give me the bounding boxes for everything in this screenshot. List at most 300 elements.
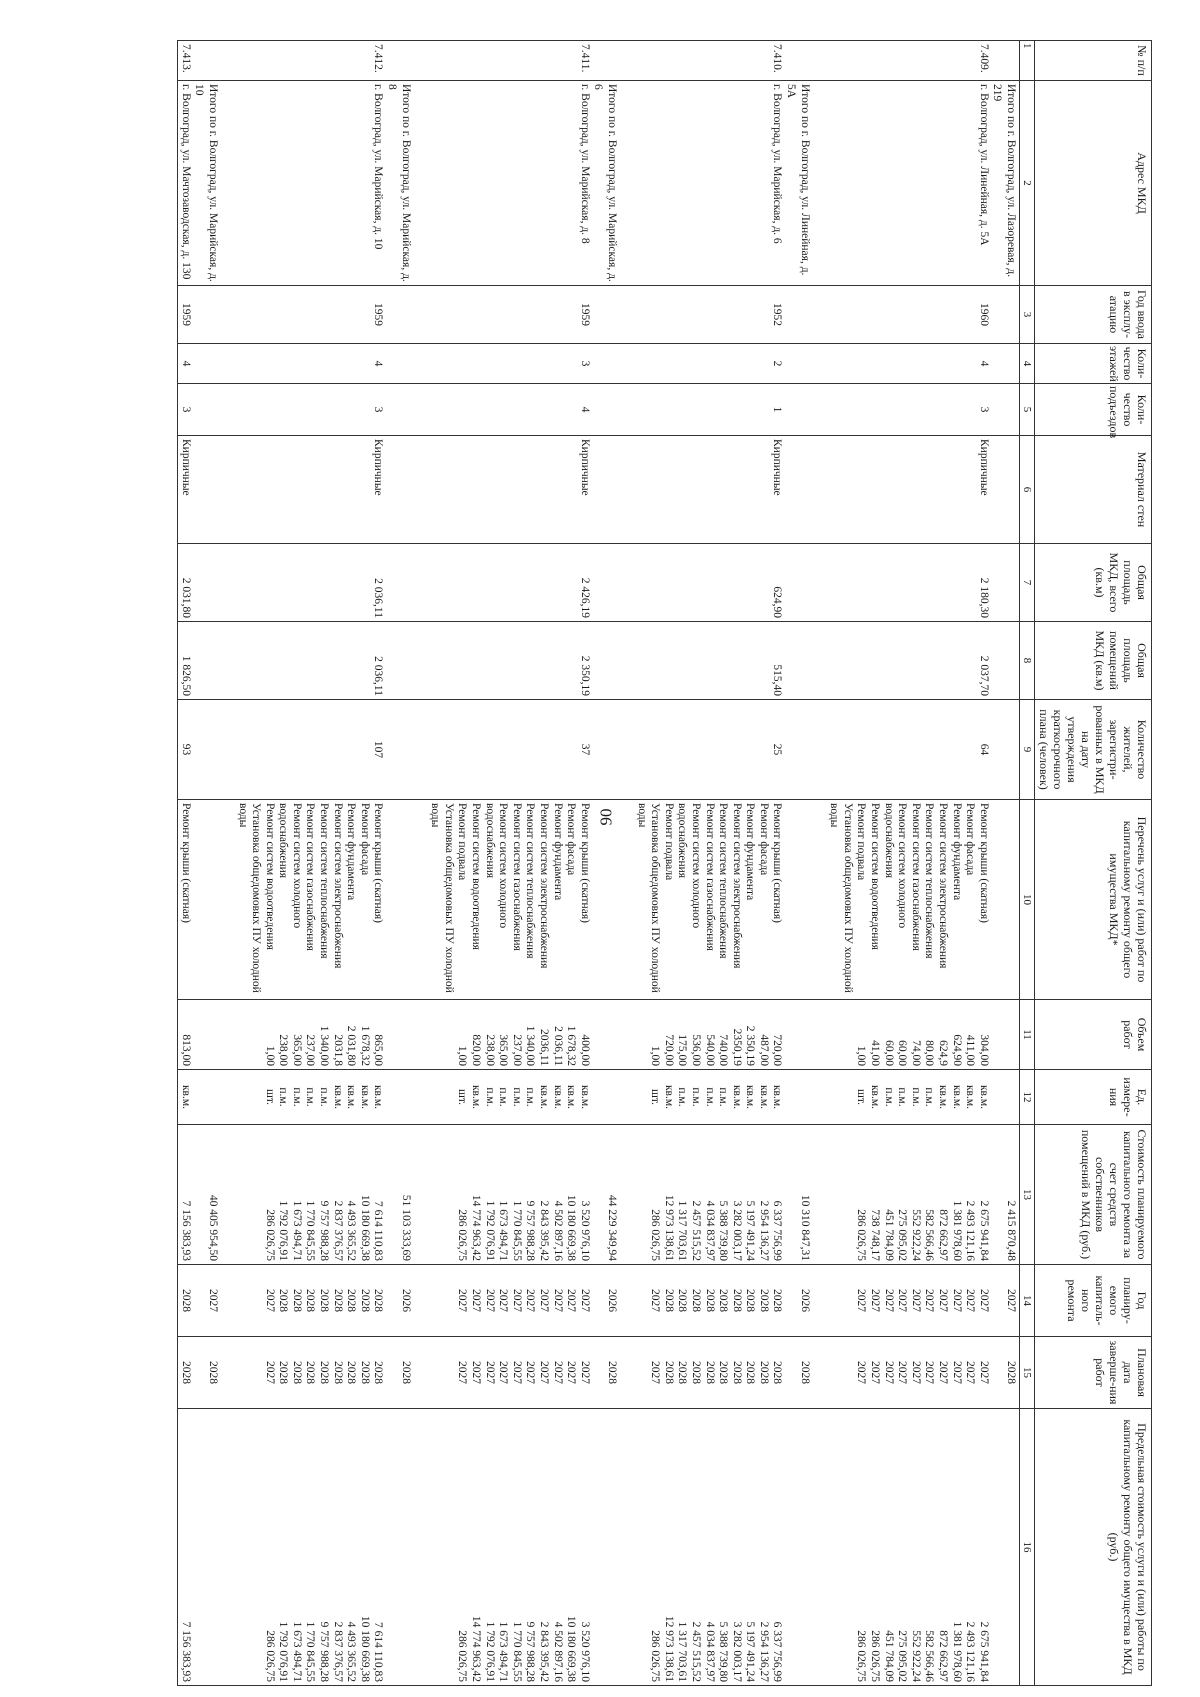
total-row xyxy=(192,41,235,1686)
work-item: Ремонт крыши (скатная) xyxy=(578,803,591,923)
empty-cell xyxy=(384,800,427,1000)
work-item: Ремонт фасада xyxy=(565,803,578,876)
empty-cell xyxy=(990,286,1020,344)
work-item: Ремонт фундамента xyxy=(551,803,564,901)
units-list xyxy=(634,1070,784,1125)
empty-cell xyxy=(990,344,1020,384)
years-list xyxy=(827,1265,990,1337)
unit-value: п.м. xyxy=(896,1087,909,1107)
cost-value: 872 662,97 xyxy=(937,1209,950,1261)
unit-value: кв.м. xyxy=(977,1084,990,1110)
unit-value: п.м. xyxy=(304,1087,317,1107)
cost-value: 7 156 383,93 xyxy=(179,1200,192,1261)
work-item: Ремонт систем теплоснабжения xyxy=(524,803,537,959)
unit-value: кв.м. xyxy=(937,1084,950,1110)
limit-value: 4 502 897,16 xyxy=(551,1621,564,1682)
empty-cell xyxy=(990,436,1020,544)
works-list xyxy=(827,800,990,1000)
work-item: Ремонт систем теплоснабжения xyxy=(318,803,331,959)
total-cost: 51 103 333,69 xyxy=(384,1125,427,1265)
rooms-area: 2 350,19 xyxy=(428,622,591,700)
date-value: 2028 xyxy=(662,1361,675,1384)
volume-value: 1,00 xyxy=(456,1045,469,1066)
commission-year: 1960 xyxy=(827,286,990,344)
header-cell: Год ввода в эксплу-атацию xyxy=(1035,286,1152,344)
rooms-area: 515,40 xyxy=(634,622,784,700)
work-item: Ремонт подвала xyxy=(855,803,868,881)
unit-value: кв.м. xyxy=(372,1084,385,1110)
total-area: 2 036,11 xyxy=(235,544,385,622)
header-cell: Количество жителей, зарегистри-рованных в МКД на дату утверждения краткосрочного плана (человек) xyxy=(1035,700,1152,800)
work-item: Ремонт систем газоснабжения xyxy=(304,803,317,951)
empty-cell xyxy=(192,622,235,700)
cost-value: 9 757 988,28 xyxy=(524,1200,537,1261)
entrances-count: 3 xyxy=(178,384,192,436)
year-value: 2027 xyxy=(510,1289,523,1312)
limit-value: 2 493 121,16 xyxy=(964,1621,977,1682)
years-list xyxy=(428,1265,591,1337)
limit-value: 7 156 383,93 xyxy=(179,1621,192,1682)
limit-value: 2 837 376,57 xyxy=(331,1621,344,1682)
costs-list xyxy=(827,1125,990,1265)
limit-value: 275 095,02 xyxy=(896,1630,909,1682)
limit-value: 9 757 988,28 xyxy=(318,1621,331,1682)
page-number: 90 xyxy=(596,808,616,826)
cost-value: 9 757 988,28 xyxy=(318,1200,331,1261)
year-value: 2027 xyxy=(937,1289,950,1312)
date-value: 2027 xyxy=(882,1361,895,1384)
capital-repair-table xyxy=(177,40,1152,1686)
empty-cell xyxy=(591,622,634,700)
cost-value: 10 180 669,38 xyxy=(565,1194,578,1261)
volume-value: 820,00 xyxy=(470,1034,483,1066)
unit-value: кв.м. xyxy=(662,1084,675,1110)
date-value: 2028 xyxy=(331,1361,344,1384)
volume-value: 238,00 xyxy=(277,1034,290,1066)
work-item: Установка общедомовых ПУ холодной воды xyxy=(236,803,263,993)
column-number: 14 xyxy=(1020,1265,1035,1337)
cost-value: 286 026,75 xyxy=(456,1209,469,1261)
volume-value: 2 031,80 xyxy=(345,1025,358,1066)
total-area: 624,90 xyxy=(634,544,784,622)
header-cell: Год планиру-емого капиталь-ного ремонта xyxy=(1035,1265,1152,1337)
empty-cell xyxy=(192,384,235,436)
empty-cell xyxy=(192,1000,235,1070)
commission-year: 1952 xyxy=(634,286,784,344)
costs-list xyxy=(235,1125,385,1265)
total-year: 2027 xyxy=(192,1265,235,1337)
year-value: 2027 xyxy=(483,1289,496,1312)
limit-value: 2 457 515,52 xyxy=(689,1621,702,1682)
date-value: 2028 xyxy=(290,1361,303,1384)
unit-value: кв.м. xyxy=(470,1084,483,1110)
work-item: Установка общедомовых ПУ холодной воды xyxy=(635,803,662,993)
empty-cell xyxy=(192,1409,235,1686)
building-address: г. Волгоград, ул. Марийская, д. 10 xyxy=(235,81,385,286)
residents-count: 64 xyxy=(827,700,990,800)
limit-value: 582 566,46 xyxy=(923,1630,936,1682)
header-cell: Ед. измере-ния xyxy=(1035,1070,1152,1125)
total-cost: 44 229 349,94 xyxy=(591,1125,634,1265)
row-number: 7.413. xyxy=(178,41,192,81)
year-value: 2028 xyxy=(703,1289,716,1312)
cost-value: 3 520 976,10 xyxy=(578,1200,591,1261)
cost-value: 4 034 837,97 xyxy=(703,1200,716,1261)
wall-material: Кирпичные xyxy=(428,436,591,544)
unit-value: п.м. xyxy=(483,1087,496,1107)
unit-value: п.м. xyxy=(524,1087,537,1107)
date-value: 2027 xyxy=(855,1361,868,1384)
work-item: Ремонт фасада xyxy=(358,803,371,876)
unit-value: кв.м. xyxy=(331,1084,344,1110)
building-address: г. Волгоград, ул. Марийская, д. 6 xyxy=(634,81,784,286)
volumes-list xyxy=(428,1000,591,1070)
work-item: Ремонт систем холодного водоснабжения xyxy=(483,803,510,929)
year-value: 2027 xyxy=(551,1289,564,1312)
total-area: 2 031,80 xyxy=(178,544,192,622)
row-number: 7.411. xyxy=(428,41,591,81)
empty-cell xyxy=(591,700,634,800)
empty-cell xyxy=(591,1409,634,1686)
total-year: 2026 xyxy=(591,1265,634,1337)
cost-value: 5 197 491,24 xyxy=(744,1200,757,1261)
header-cell: Коли-чество подъездов xyxy=(1035,384,1152,436)
header-cell: Адрес МКД xyxy=(1035,81,1152,286)
year-value: 2028 xyxy=(689,1289,702,1312)
date-value: 2027 xyxy=(964,1361,977,1384)
year-value: 2027 xyxy=(578,1289,591,1312)
date-value: 2027 xyxy=(524,1361,537,1384)
total-label: Итого по г. Волгоград, ул. Марийская, д. 6 xyxy=(591,81,634,286)
unit-value: кв.м. xyxy=(950,1084,963,1110)
dates-list xyxy=(827,1337,990,1409)
cost-value: 738 748,17 xyxy=(869,1209,882,1261)
date-value: 2027 xyxy=(263,1361,276,1384)
dates-list xyxy=(235,1337,385,1409)
volume-value: 813,00 xyxy=(179,1034,192,1066)
year-value: 2027 xyxy=(977,1289,990,1312)
header-cell: Предельная стоимость услуги и (или) работы по капитальному ремонту общего имущества в МКД (руб.) xyxy=(1035,1409,1152,1686)
building-row xyxy=(428,41,591,1686)
floors-count: 4 xyxy=(178,344,192,384)
building-row xyxy=(827,41,990,1686)
unit-value: п.м. xyxy=(717,1087,730,1107)
total-label: Итого по г. Волгоград, ул. Лазоревая, д. 219 xyxy=(990,81,1020,286)
work-item: Ремонт систем электроснабжения xyxy=(937,803,950,969)
limit-value: 7 614 110,83 xyxy=(372,1622,385,1682)
limits-list xyxy=(178,1409,192,1686)
dates-list xyxy=(634,1337,784,1409)
total-row xyxy=(990,41,1020,1686)
work-item: Ремонт крыши (скатная) xyxy=(977,803,990,923)
empty-cell xyxy=(591,1000,634,1070)
empty-cell xyxy=(990,1070,1020,1125)
unit-value: кв.м. xyxy=(565,1084,578,1110)
empty-cell xyxy=(192,1070,235,1125)
dates-list xyxy=(178,1337,192,1409)
header-row xyxy=(1035,41,1152,1686)
date-value: 2027 xyxy=(565,1361,578,1384)
total-empty xyxy=(784,41,827,81)
date-value: 2027 xyxy=(578,1361,591,1384)
cost-value: 275 095,02 xyxy=(896,1209,909,1261)
empty-cell xyxy=(591,1070,634,1125)
date-value: 2028 xyxy=(277,1361,290,1384)
works-list xyxy=(235,800,385,1000)
volume-value: 2031,8 xyxy=(331,1034,344,1066)
unit-value: шт. xyxy=(855,1089,868,1105)
unit-value: п.м. xyxy=(676,1087,689,1107)
rooms-area: 1 826,50 xyxy=(178,622,192,700)
date-value: 2027 xyxy=(497,1361,510,1384)
limit-value: 4 493 365,52 xyxy=(345,1621,358,1682)
limits-list xyxy=(235,1409,385,1686)
year-value: 2028 xyxy=(662,1289,675,1312)
work-item: Ремонт фасада xyxy=(964,803,977,876)
cost-value: 2 457 515,52 xyxy=(689,1200,702,1261)
column-number: 4 xyxy=(1020,344,1035,384)
limit-value: 1 317 703,61 xyxy=(676,1621,689,1682)
date-value: 2028 xyxy=(757,1361,770,1384)
total-date: 2028 xyxy=(591,1337,634,1409)
limit-value: 1 770 845,55 xyxy=(510,1621,523,1682)
work-item: Ремонт систем газоснабжения xyxy=(510,803,523,951)
year-value: 2027 xyxy=(882,1289,895,1312)
column-number: 6 xyxy=(1020,436,1035,544)
empty-cell xyxy=(591,286,634,344)
rotated-page xyxy=(72,40,1152,1685)
volume-value: 304,00 xyxy=(977,1034,990,1066)
dates-list xyxy=(428,1337,591,1409)
limit-value: 10 180 669,38 xyxy=(358,1615,371,1682)
empty-cell xyxy=(384,1070,427,1125)
total-date: 2028 xyxy=(192,1337,235,1409)
unit-value: п.м. xyxy=(277,1087,290,1107)
limit-value: 1 673 494,71 xyxy=(290,1621,303,1682)
limit-value: 1 770 845,55 xyxy=(304,1621,317,1682)
date-value: 2027 xyxy=(977,1361,990,1384)
year-value: 2028 xyxy=(345,1289,358,1312)
unit-value: кв.м. xyxy=(869,1084,882,1110)
work-item: Ремонт фасада xyxy=(757,803,770,876)
year-value: 2027 xyxy=(565,1289,578,1312)
empty-cell xyxy=(990,800,1020,1000)
total-empty xyxy=(192,41,235,81)
residents-count: 37 xyxy=(428,700,591,800)
year-value: 2028 xyxy=(730,1289,743,1312)
residents-count: 107 xyxy=(235,700,385,800)
empty-cell xyxy=(990,384,1020,436)
total-area: 2 180,30 xyxy=(827,544,990,622)
years-list xyxy=(634,1265,784,1337)
row-number: 7.412. xyxy=(235,41,385,81)
limit-value: 872 662,97 xyxy=(937,1630,950,1682)
empty-cell xyxy=(784,286,827,344)
unit-value: п.м. xyxy=(689,1087,702,1107)
date-value: 2028 xyxy=(771,1361,784,1384)
units-list xyxy=(827,1070,990,1125)
year-value: 2028 xyxy=(757,1289,770,1312)
limit-value: 9 757 988,28 xyxy=(524,1621,537,1682)
volume-value: 2 350,19 xyxy=(744,1025,757,1066)
volume-value: 1,00 xyxy=(649,1045,662,1066)
limit-value: 2 675 941,84 xyxy=(977,1621,990,1682)
total-cost: 40 405 954,50 xyxy=(192,1125,235,1265)
empty-cell xyxy=(784,800,827,1000)
volume-value: 720,00 xyxy=(771,1034,784,1066)
empty-cell xyxy=(784,384,827,436)
date-value: 2027 xyxy=(649,1361,662,1384)
limits-list xyxy=(634,1409,784,1686)
year-value: 2027 xyxy=(896,1289,909,1312)
limit-value: 1 792 076,91 xyxy=(483,1621,496,1682)
work-item: Ремонт подвала xyxy=(662,803,675,881)
header-cell: Коли-чество этажей xyxy=(1035,344,1152,384)
entrances-count: 4 xyxy=(428,384,591,436)
unit-value: кв.м. xyxy=(358,1084,371,1110)
works-list xyxy=(634,800,784,1000)
work-item: Ремонт подвала xyxy=(456,803,469,881)
empty-cell xyxy=(990,1000,1020,1070)
work-item: Установка общедомовых ПУ холодной воды xyxy=(429,803,455,993)
column-number: 13 xyxy=(1020,1125,1035,1265)
costs-list xyxy=(428,1125,591,1265)
empty-cell xyxy=(192,544,235,622)
total-cost: 10 310 847,31 xyxy=(784,1125,827,1265)
unit-value: шт. xyxy=(456,1089,469,1105)
unit-value: п.м. xyxy=(510,1087,523,1107)
year-value: 2027 xyxy=(923,1289,936,1312)
year-value: 2028 xyxy=(717,1289,730,1312)
work-item: Ремонт фундамента xyxy=(950,803,963,901)
header-cell: Плановая дата заверше-ния работ xyxy=(1035,1337,1152,1409)
date-value: 2028 xyxy=(717,1361,730,1384)
unit-value: п.м. xyxy=(290,1087,303,1107)
total-label: Итого по г. Волгоград, ул. Марийская, д. 8 xyxy=(384,81,427,286)
year-value: 2027 xyxy=(649,1289,662,1312)
work-item: Ремонт фундамента xyxy=(345,803,358,901)
table-body xyxy=(178,41,1020,1686)
column-number: 7 xyxy=(1020,544,1035,622)
volume-value: 740,00 xyxy=(717,1034,730,1066)
building-address: г. Волгоград, ул. Марийская, д. 8 xyxy=(428,81,591,286)
empty-cell xyxy=(192,700,235,800)
building-row xyxy=(235,41,385,1686)
empty-cell xyxy=(784,344,827,384)
volume-value: 624,90 xyxy=(950,1034,963,1066)
date-value: 2027 xyxy=(937,1361,950,1384)
limit-value: 6 337 756,99 xyxy=(771,1621,784,1682)
empty-cell xyxy=(990,1409,1020,1686)
work-item: Ремонт систем водоотведения xyxy=(869,803,882,950)
limit-value: 1 792 076,91 xyxy=(277,1621,290,1682)
floors-count: 4 xyxy=(235,344,385,384)
row-number: 7.409. xyxy=(827,41,990,81)
building-address: г. Волгоград, ул. Мачтозаводская, д. 130 xyxy=(178,81,192,286)
empty-cell xyxy=(784,1070,827,1125)
date-value: 2027 xyxy=(869,1361,882,1384)
unit-value: кв.м. xyxy=(551,1084,564,1110)
date-value: 2028 xyxy=(676,1361,689,1384)
year-value: 2028 xyxy=(277,1289,290,1312)
volumes-list xyxy=(827,1000,990,1070)
total-date: 2028 xyxy=(784,1337,827,1409)
empty-cell xyxy=(784,700,827,800)
cost-value: 2 675 941,84 xyxy=(977,1200,990,1261)
cost-value: 2 954 136,27 xyxy=(757,1200,770,1261)
cost-value: 451 784,09 xyxy=(882,1209,895,1261)
unit-value: кв.м. xyxy=(757,1084,770,1110)
cost-value: 552 922,24 xyxy=(909,1209,922,1261)
volume-value: 365,00 xyxy=(497,1034,510,1066)
building-row xyxy=(634,41,784,1686)
column-number: 1 xyxy=(1020,41,1035,81)
row-number: 7.410. xyxy=(634,41,784,81)
cost-value: 12 973 138,61 xyxy=(662,1194,675,1261)
limit-value: 14 774 963,42 xyxy=(470,1615,483,1682)
work-item: Ремонт систем электроснабжения xyxy=(331,803,344,969)
empty-cell xyxy=(784,622,827,700)
date-value: 2027 xyxy=(510,1361,523,1384)
date-value: 2028 xyxy=(345,1361,358,1384)
volume-value: 80,00 xyxy=(923,1040,936,1066)
year-value: 2028 xyxy=(372,1289,385,1312)
volume-value: 175,00 xyxy=(676,1034,689,1066)
year-value: 2027 xyxy=(470,1289,483,1312)
empty-cell xyxy=(192,286,235,344)
building-row xyxy=(178,41,192,1686)
cost-value: 3 282 003,17 xyxy=(730,1200,743,1261)
year-value: 2027 xyxy=(456,1289,469,1312)
volume-value: 624,9 xyxy=(937,1040,950,1066)
unit-value: п.м. xyxy=(497,1087,510,1107)
wall-material: Кирпичные xyxy=(634,436,784,544)
entrances-count: 1 xyxy=(634,384,784,436)
volume-value: 536,00 xyxy=(689,1034,702,1066)
empty-cell xyxy=(384,700,427,800)
header-cell: Стоимость планируемого капитального ремонта за счет средств собственников помещений в МКД (руб.) xyxy=(1035,1125,1152,1265)
volumes-list xyxy=(178,1000,192,1070)
volume-value: 1,00 xyxy=(263,1045,276,1066)
limit-value: 2 843 395,42 xyxy=(538,1621,550,1682)
cost-value: 1 792 076,91 xyxy=(277,1200,290,1261)
cost-value: 4 493 365,52 xyxy=(345,1200,358,1261)
unit-value: кв.м. xyxy=(771,1084,784,1110)
cost-value: 10 180 669,38 xyxy=(358,1194,371,1261)
date-value: 2027 xyxy=(538,1361,550,1384)
date-value: 2028 xyxy=(358,1361,371,1384)
total-label: Итого по г. Волгоград, ул. Линейная, д. 5А xyxy=(784,81,827,286)
date-value: 2027 xyxy=(551,1361,564,1384)
cost-value: 2 843 395,42 xyxy=(538,1200,550,1261)
volume-value: 540,00 xyxy=(703,1034,716,1066)
work-item: Ремонт систем теплоснабжения xyxy=(717,803,730,959)
year-value: 2027 xyxy=(909,1289,922,1312)
volume-value: 238,00 xyxy=(483,1034,496,1066)
volume-value: 365,00 xyxy=(290,1034,303,1066)
cost-value: 7 614 110,83 xyxy=(372,1201,385,1261)
date-value: 2028 xyxy=(372,1361,385,1384)
units-list xyxy=(428,1070,591,1125)
work-item: Ремонт крыши (скатная) xyxy=(372,803,385,923)
header-cell: Объем работ xyxy=(1035,1000,1152,1070)
floors-count: 4 xyxy=(827,344,990,384)
limit-value: 4 034 837,97 xyxy=(703,1621,716,1682)
cost-value: 1 381 978,60 xyxy=(950,1200,963,1261)
volume-value: 1 678,32 xyxy=(358,1025,371,1066)
works-list xyxy=(178,800,192,1000)
year-value: 2027 xyxy=(524,1289,537,1312)
